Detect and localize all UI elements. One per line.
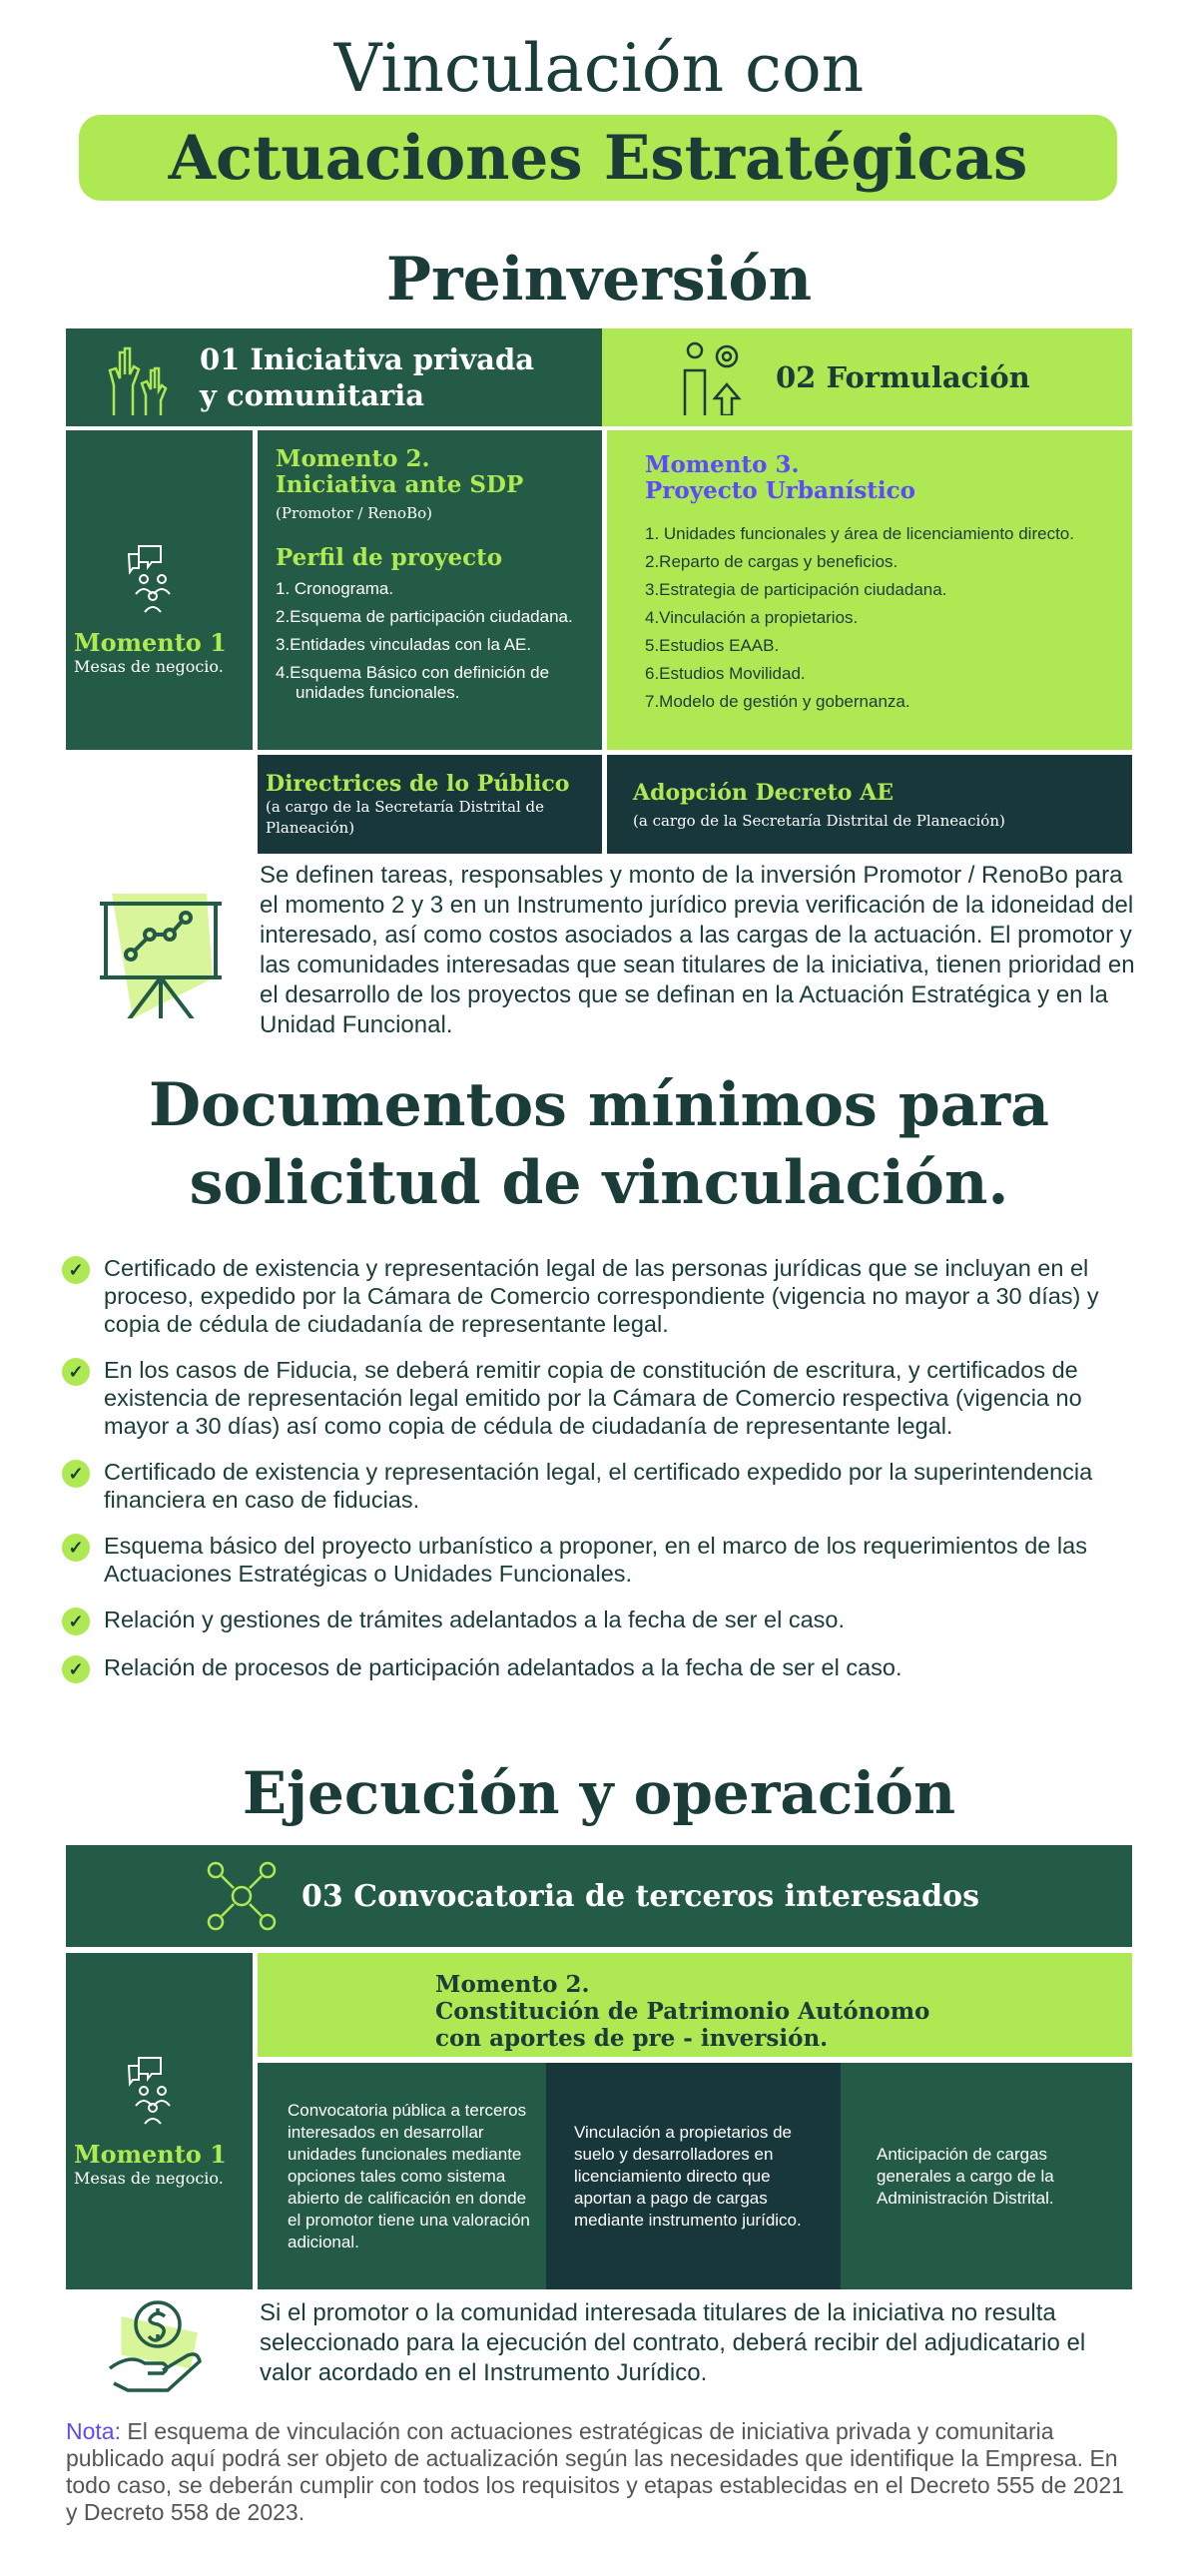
checklist-item [62,1532,1140,1588]
adopcion-title: Adopción Decreto AE [633,779,894,806]
ejecucion-col2: Vinculación a propietarios de suelo y desarrolladores en licenciamiento directo que aportan a pago de cargas mediante instrumento jurídico. [546,2063,841,2289]
nota-text: El esquema de vinculación con actuaciones estratégicas de iniciativa privada y comunitaria publicado aquí podrá ser objeto de actualización según las necesidades que identifique la Empresa. En todo caso, se deberán cumplir con todos los requisitos y etapas establecidas en el Decreto 555 de 2021 y Decreto 558 de 2023. [66,2418,1124,2525]
phase-01-label: 01 Iniciativa privada y comunitaria [200,342,535,412]
directrices-cell [258,755,602,854]
phase-02-header [602,328,1132,426]
title-line1: Vinculación con [333,30,865,107]
check-icon: ✓ [62,1655,90,1683]
documentos-checklist [62,1254,1140,1701]
momento2-cell [258,430,602,750]
ejecucion-col1: Convocatoria pública a terceros interesados en desarrollar unidades funcionales mediante opciones tales como sistema abierto de calificación en donde el promotor tiene una valoración adicional. [258,2063,546,2289]
adopcion-cell [607,755,1132,854]
checklist-text: Relación de procesos de participación adelantados a la fecha de ser el caso. [104,1654,902,1680]
checklist-item [62,1254,1140,1338]
checklist-text: Relación y gestiones de trámites adelantados a la fecha de ser el caso. [104,1607,845,1632]
checklist-item [62,1356,1140,1440]
adopcion-note: (a cargo de la Secretaría Distrital de Planeación) [633,811,1005,830]
momento1-title: Momento 1 [74,628,227,657]
momento2-title: Momento 2. [276,445,430,472]
preinversion-paragraph: Se definen tareas, responsables y monto de la inversión Promotor / RenoBo para el momento 2 y 3 en un Instrumento jurídico previa verificación de la idoneidad del interesado, así como costos asociados a las cargas de la actuación. El promotor y las comunidades interesadas que sean titulares de la iniciativa, tienen prioridad en el desarrollo de los proyectos que se definan en la Actuación Estratégica y en la Unidad Funcional. [260,862,1135,1038]
momento3-title: Momento 3. [645,451,800,478]
momento3-cell [607,430,1132,750]
checklist-item [62,1653,1140,1683]
list-item: 5.Estudios EAAB. [645,636,780,655]
momento3-list [645,524,1102,712]
documentos-heading [0,1066,1198,1222]
people-chat-icon [124,544,184,614]
momento2-line2: Constitución de Patrimonio Autónomo [435,1998,930,2025]
phase-03-header [66,1845,1132,1947]
list-item: 2.Esquema de participación ciudadana. [276,607,573,626]
directrices-note: (a cargo de la Secretaría Distrital de Planeación) [266,797,545,837]
list-item: 4.Esquema Básico con definición de unidades funcionales. [276,663,550,702]
network-people-icon [206,1860,278,1932]
checklist-text: Esquema básico del proyecto urbanístico a proponer, en el marco de los requerimientos de las Actuaciones Estratégicas o Unidades Funcionales. [104,1533,1087,1587]
check-icon: ✓ [62,1460,90,1488]
list-item: 3.Estrategia de participación ciudadana. [645,580,947,599]
perfil-title: Perfil de proyecto [276,544,503,571]
raised-hands-icon [106,340,176,415]
phase-02-label: 02 Formulación [776,360,1030,394]
ejecucion-heading: Ejecución y operación [242,1759,956,1827]
documentos-heading-line1: Documentos mínimos para [148,1070,1050,1140]
checklist-item [62,1606,1140,1635]
checklist-text: Certificado de existencia y representación legal, el certificado expedido por la superintendencia financiera en caso de fiducias. [104,1459,1093,1513]
momento1-subtitle: Mesas de negocio. [74,657,224,676]
momento1-subtitle: Mesas de negocio. [74,2168,224,2188]
phase-01-header [66,328,602,426]
ejecucion-col3: Anticipación de cargas generales a cargo de la Administración Distrital. [841,2063,1132,2289]
list-item: 2.Reparto de cargas y beneficios. [645,552,898,571]
directrices-title: Directrices de lo Público [266,770,570,797]
list-item: 7.Modelo de gestión y gobernanza. [645,692,910,711]
momento2-line3: con aportes de pre - inversión. [435,2025,829,2052]
nota-label: Nota: [66,2418,121,2444]
documentos-heading-line2: solicitud de vinculación. [189,1148,1009,1218]
presentation-chart-icon [98,894,223,1018]
perfil-list [276,579,586,703]
ejecucion-paragraph: Si el promotor o la comunidad interesada titulares de la iniciativa no resulta seleccionado para la ejecución del contrato, deberá recibir del adjudicatario el valor acordado en el Instrumento Jurídico. [260,2299,1086,2386]
list-item: 1. Unidades funcionales y área de licenciamiento directo. [645,524,1074,543]
preinversion-heading: Preinversión [385,245,813,315]
momento2-title: Momento 2. [435,1971,590,1998]
people-chat-icon [124,2056,184,2126]
person-gear-icon [682,340,752,415]
momento1-cell [66,430,253,750]
list-item: 1. Cronograma. [276,579,394,598]
list-item: 6.Estudios Movilidad. [645,664,806,683]
check-icon: ✓ [62,1608,90,1635]
check-icon: ✓ [62,1256,90,1284]
money-hand-icon [108,2298,210,2394]
phase-03-label: 03 Convocatoria de terceros interesados [301,1878,979,1914]
checklist-text: Certificado de existencia y representación legal de las personas jurídicas que se incluyan en el proceso, expedido por la Cámara de Comercio correspondiente (vigencia no mayor a 30 días) y copia de cédula de ciudadanía de representante legal. [104,1255,1099,1337]
list-item: 3.Entidades vinculadas con la AE. [276,635,532,654]
momento3-subtitle: Proyecto Urbanístico [645,477,916,504]
ejecucion-momento1-cell [66,1953,253,2289]
check-icon: ✓ [62,1534,90,1562]
momento1-title: Momento 1 [74,2139,227,2169]
momento2-note: (Promotor / RenoBo) [276,504,432,522]
checklist-text: En los casos de Fiducia, se deberá remitir copia de constitución de escritura, y certificados de existencia de representación legal emitido por la Cámara de Comercio respectiva (vigencia no mayor a 30 días) así como copia de cédula de ciudadanía de representante legal. [104,1357,1082,1439]
momento2-subtitle: Iniciativa ante SDP [276,471,524,498]
list-item: 4.Vinculación a propietarios. [645,608,859,627]
title-line2: Actuaciones Estratégicas [79,115,1117,201]
checklist-item [62,1458,1140,1514]
nota [66,2418,1134,2526]
check-icon: ✓ [62,1358,90,1386]
ejecucion-momento2-cell [258,1953,1132,2057]
